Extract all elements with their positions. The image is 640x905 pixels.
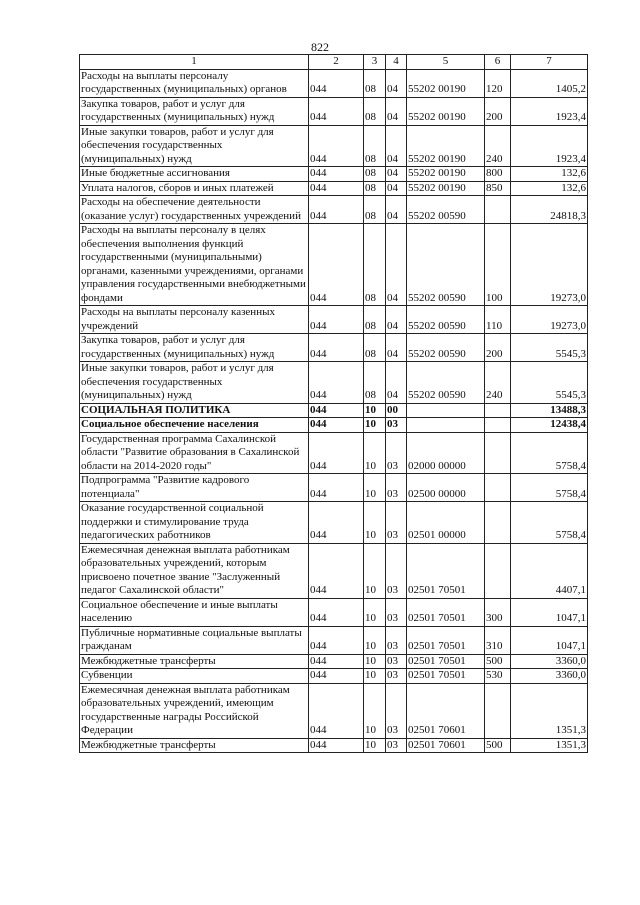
row-target-article: 02501 00000	[407, 502, 485, 544]
row-name: Расходы на выплаты персоналу казенных учреждений	[80, 306, 309, 334]
row-section: 10	[364, 626, 386, 654]
row-expense-type	[485, 418, 511, 433]
row-subsection: 03	[386, 598, 407, 626]
row-name: Уплата налогов, сборов и иных платежей	[80, 181, 309, 196]
row-subsection: 03	[386, 654, 407, 669]
row-expense-type: 120	[485, 69, 511, 97]
row-target-article: 55202 00190	[407, 181, 485, 196]
row-section: 08	[364, 362, 386, 404]
row-admin-code: 044	[309, 502, 364, 544]
row-target-article: 02501 70501	[407, 598, 485, 626]
row-amount: 12438,4	[511, 418, 588, 433]
row-target-article: 02501 70601	[407, 683, 485, 738]
row-subsection: 04	[386, 362, 407, 404]
row-name: Ежемесячная денежная выплата работникам образовательных учреждений, имеющим государственные награды Российской Федерации	[80, 683, 309, 738]
row-amount: 1047,1	[511, 598, 588, 626]
row-section: 08	[364, 125, 386, 167]
row-target-article: 55202 00190	[407, 97, 485, 125]
row-admin-code: 044	[309, 418, 364, 433]
budget-table	[79, 54, 588, 753]
row-section: 10	[364, 654, 386, 669]
page-number: 822	[311, 40, 329, 54]
row-amount: 132,6	[511, 167, 588, 182]
row-section: 08	[364, 224, 386, 306]
row-subsection: 04	[386, 125, 407, 167]
row-amount: 1351,3	[511, 683, 588, 738]
table-header-row	[80, 55, 588, 70]
row-expense-type: 500	[485, 654, 511, 669]
row-expense-type	[485, 432, 511, 474]
row-section: 10	[364, 403, 386, 418]
row-name: Ежемесячная денежная выплата работникам образовательных учреждений, которым присвоено почетное звание "Заслуженный педагог Сахалинской области"	[80, 543, 309, 598]
table-row	[80, 598, 588, 626]
table-row	[80, 738, 588, 753]
row-section: 10	[364, 738, 386, 753]
row-admin-code: 044	[309, 403, 364, 418]
header-col-6: 6	[485, 55, 511, 70]
row-admin-code: 044	[309, 598, 364, 626]
row-subsection: 00	[386, 403, 407, 418]
row-target-article: 02501 70501	[407, 543, 485, 598]
row-name: Расходы на выплаты персоналу государственных (муниципальных) органов	[80, 69, 309, 97]
row-subsection: 03	[386, 738, 407, 753]
row-name: Межбюджетные трансферты	[80, 738, 309, 753]
row-amount: 5758,4	[511, 432, 588, 474]
row-expense-type: 500	[485, 738, 511, 753]
row-expense-type: 850	[485, 181, 511, 196]
table-row	[80, 654, 588, 669]
row-section: 10	[364, 669, 386, 684]
row-amount: 19273,0	[511, 306, 588, 334]
row-expense-type: 300	[485, 598, 511, 626]
row-amount: 3360,0	[511, 669, 588, 684]
row-admin-code: 044	[309, 626, 364, 654]
row-admin-code: 044	[309, 738, 364, 753]
table-row	[80, 224, 588, 306]
row-expense-type	[485, 474, 511, 502]
table-row	[80, 306, 588, 334]
header-col-4: 4	[386, 55, 407, 70]
row-admin-code: 044	[309, 432, 364, 474]
row-name: Иные бюджетные ассигнования	[80, 167, 309, 182]
row-admin-code: 044	[309, 125, 364, 167]
row-target-article: 55202 00190	[407, 125, 485, 167]
row-name: Иные закупки товаров, работ и услуг для обеспечения государственных (муниципальных) нужд	[80, 362, 309, 404]
table-row	[80, 474, 588, 502]
row-expense-type: 800	[485, 167, 511, 182]
table-row	[80, 362, 588, 404]
row-subsection: 04	[386, 196, 407, 224]
row-section: 10	[364, 502, 386, 544]
table-row	[80, 97, 588, 125]
table-row	[80, 181, 588, 196]
row-name: Расходы на обеспечение деятельности (оказание услуг) государственных учреждений	[80, 196, 309, 224]
row-subsection: 03	[386, 418, 407, 433]
row-section: 08	[364, 196, 386, 224]
row-subsection: 03	[386, 626, 407, 654]
table-row	[80, 167, 588, 182]
row-target-article: 55202 00590	[407, 334, 485, 362]
row-subsection: 03	[386, 683, 407, 738]
table-row	[80, 432, 588, 474]
row-section: 10	[364, 543, 386, 598]
row-name: Государственная программа Сахалинской области "Развитие образования в Сахалинской области на 2014-2020 годы"	[80, 432, 309, 474]
row-name: Иные закупки товаров, работ и услуг для обеспечения государственных (муниципальных) нужд	[80, 125, 309, 167]
row-subsection: 03	[386, 502, 407, 544]
row-expense-type: 240	[485, 362, 511, 404]
table-row	[80, 125, 588, 167]
row-admin-code: 044	[309, 334, 364, 362]
row-subsection: 04	[386, 306, 407, 334]
row-target-article: 02501 70501	[407, 654, 485, 669]
row-target-article: 55202 00590	[407, 196, 485, 224]
header-col-3: 3	[364, 55, 386, 70]
header-col-2: 2	[309, 55, 364, 70]
row-name: Субвенции	[80, 669, 309, 684]
row-amount: 4407,1	[511, 543, 588, 598]
row-subsection: 04	[386, 69, 407, 97]
row-target-article: 55202 00590	[407, 224, 485, 306]
row-admin-code: 044	[309, 167, 364, 182]
row-target-article: 02501 70601	[407, 738, 485, 753]
row-name: Закупка товаров, работ и услуг для государственных (муниципальных) нужд	[80, 97, 309, 125]
row-target-article: 02000 00000	[407, 432, 485, 474]
row-amount: 132,6	[511, 181, 588, 196]
row-subsection: 04	[386, 224, 407, 306]
row-target-article	[407, 403, 485, 418]
header-col-5: 5	[407, 55, 485, 70]
table-row	[80, 69, 588, 97]
header-col-7: 7	[511, 55, 588, 70]
row-admin-code: 044	[309, 69, 364, 97]
row-name: Расходы на выплаты персоналу в целях обеспечения выполнения функций государственными (муниципальными) органами, казенными учреждениями, органами управления государственными внебюджетными фондами	[80, 224, 309, 306]
row-name: Межбюджетные трансферты	[80, 654, 309, 669]
row-admin-code: 044	[309, 654, 364, 669]
row-expense-type	[485, 683, 511, 738]
row-expense-type	[485, 543, 511, 598]
row-admin-code: 044	[309, 362, 364, 404]
row-amount: 5545,3	[511, 334, 588, 362]
row-section: 10	[364, 432, 386, 474]
table-row	[80, 196, 588, 224]
row-target-article: 02500 00000	[407, 474, 485, 502]
table-row	[80, 543, 588, 598]
row-expense-type: 110	[485, 306, 511, 334]
row-expense-type: 530	[485, 669, 511, 684]
row-expense-type: 100	[485, 224, 511, 306]
row-subsection: 03	[386, 432, 407, 474]
row-amount: 5758,4	[511, 502, 588, 544]
row-name: Подпрограмма "Развитие кадрового потенциала"	[80, 474, 309, 502]
row-expense-type: 200	[485, 334, 511, 362]
row-expense-type	[485, 196, 511, 224]
row-expense-type: 310	[485, 626, 511, 654]
row-subsection: 04	[386, 97, 407, 125]
row-name: Закупка товаров, работ и услуг для государственных (муниципальных) нужд	[80, 334, 309, 362]
row-amount: 3360,0	[511, 654, 588, 669]
row-admin-code: 044	[309, 97, 364, 125]
table-row	[80, 403, 588, 418]
row-section: 08	[364, 167, 386, 182]
row-amount: 13488,3	[511, 403, 588, 418]
row-admin-code: 044	[309, 683, 364, 738]
row-target-article: 02501 70501	[407, 626, 485, 654]
table-row	[80, 334, 588, 362]
table-row	[80, 502, 588, 544]
row-target-article: 55202 00590	[407, 306, 485, 334]
row-section: 08	[364, 97, 386, 125]
row-amount: 24818,3	[511, 196, 588, 224]
row-section: 10	[364, 683, 386, 738]
row-admin-code: 044	[309, 669, 364, 684]
row-amount: 5545,3	[511, 362, 588, 404]
row-target-article	[407, 418, 485, 433]
row-section: 10	[364, 418, 386, 433]
row-section: 10	[364, 598, 386, 626]
row-amount: 19273,0	[511, 224, 588, 306]
row-expense-type	[485, 403, 511, 418]
table-row	[80, 683, 588, 738]
row-section: 08	[364, 334, 386, 362]
row-target-article: 55202 00190	[407, 167, 485, 182]
row-amount: 1923,4	[511, 125, 588, 167]
table-row	[80, 669, 588, 684]
row-subsection: 04	[386, 181, 407, 196]
row-subsection: 04	[386, 334, 407, 362]
row-section: 08	[364, 69, 386, 97]
row-name: Публичные нормативные социальные выплаты гражданам	[80, 626, 309, 654]
row-section: 08	[364, 181, 386, 196]
row-expense-type	[485, 502, 511, 544]
row-section: 08	[364, 306, 386, 334]
row-section: 10	[364, 474, 386, 502]
row-amount: 5758,4	[511, 474, 588, 502]
row-subsection: 04	[386, 167, 407, 182]
row-amount: 1923,4	[511, 97, 588, 125]
header-col-1: 1	[80, 55, 309, 70]
row-subsection: 03	[386, 543, 407, 598]
table-row	[80, 418, 588, 433]
row-subsection: 03	[386, 669, 407, 684]
row-name: Социальное обеспечение населения	[80, 418, 309, 433]
row-target-article: 55202 00190	[407, 69, 485, 97]
row-expense-type: 240	[485, 125, 511, 167]
row-admin-code: 044	[309, 474, 364, 502]
row-amount: 1351,3	[511, 738, 588, 753]
row-target-article: 55202 00590	[407, 362, 485, 404]
row-subsection: 03	[386, 474, 407, 502]
row-admin-code: 044	[309, 224, 364, 306]
row-target-article: 02501 70501	[407, 669, 485, 684]
row-name: Оказание государственной социальной поддержки и стимулирование труда педагогических работников	[80, 502, 309, 544]
row-name: СОЦИАЛЬНАЯ ПОЛИТИКА	[80, 403, 309, 418]
row-admin-code: 044	[309, 543, 364, 598]
row-admin-code: 044	[309, 306, 364, 334]
row-admin-code: 044	[309, 196, 364, 224]
row-amount: 1405,2	[511, 69, 588, 97]
table-row	[80, 626, 588, 654]
row-amount: 1047,1	[511, 626, 588, 654]
row-admin-code: 044	[309, 181, 364, 196]
row-name: Социальное обеспечение и иные выплаты населению	[80, 598, 309, 626]
row-expense-type: 200	[485, 97, 511, 125]
